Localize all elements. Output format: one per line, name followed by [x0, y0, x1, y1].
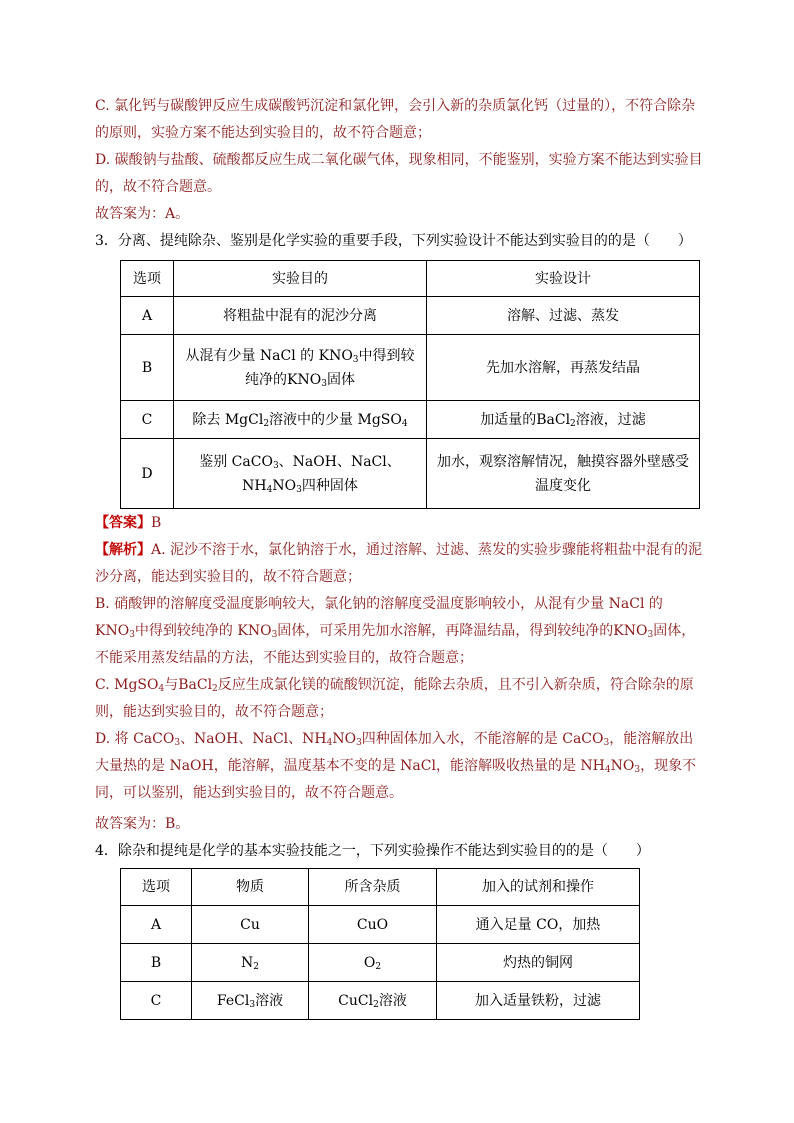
table-row — [121, 439, 700, 509]
header-cell: 选项 — [121, 869, 192, 906]
impurity-cell: CuCl$_2$溶液 — [309, 982, 437, 1020]
prev-analysis-d: D. 碳酸钠与盐酸、硫酸都反应生成二氧化碳气体，现象相同，不能鉴别，实验方案不能达到实验目的，故不符合题意。 — [95, 152, 703, 195]
substance-cell: FeCl$_3$溶液 — [192, 982, 309, 1020]
q3-analysis-d: D. 将 CaCO$_3$、NaOH、NaCl、$NH_4NO_3$四种固体加入水，不能溶解的是 CaCO$_3$，能溶解放出大量热的是 NaOH，能溶解，温度基本不变的是 NaCl，能溶解吸收热量的是 $NH_4NO_3$，现象不同，可以鉴别，能达到实验目的，故不符合题意。 — [95, 731, 697, 801]
table-header-row — [121, 261, 700, 297]
header-cell: 选项 — [121, 261, 174, 297]
impurity-cell: $O_2$ — [309, 944, 437, 982]
table-row — [121, 944, 640, 982]
option-cell: A — [121, 906, 192, 944]
q4-table — [120, 868, 640, 1020]
table-header-row — [121, 869, 640, 906]
table-row — [121, 982, 640, 1020]
option-cell: C — [121, 982, 192, 1020]
table-row — [121, 401, 700, 439]
header-cell: 所含杂质 — [309, 869, 437, 906]
design-cell: 溶解、过滤、蒸发 — [427, 297, 700, 335]
substance-cell: Cu — [192, 906, 309, 944]
operation-cell: 通入足量 CO，加热 — [437, 906, 640, 944]
header-cell: 实验目的 — [174, 261, 427, 297]
header-cell: 加入的试剂和操作 — [437, 869, 640, 906]
header-cell: 实验设计 — [427, 261, 700, 297]
operation-cell: 灼热的铜网 — [437, 944, 640, 982]
option-cell: A — [121, 297, 174, 335]
q3-answer: 【答案】B — [95, 515, 162, 531]
design-cell: 加适量的BaCl$_2$溶液，过滤 — [427, 401, 700, 439]
q3-analysis-a: 【解析】A. 泥沙不溶于水，氯化钠溶于水，通过溶解、过滤、蒸发的实验步骤能将粗盐中混有的泥沙分离，能达到实验目的，故不符合题意； — [95, 542, 703, 585]
table-row — [121, 297, 700, 335]
table-row — [121, 335, 700, 401]
q3-analysis-c: C. MgSO$_4$与BaCl$_2$反应生成氯化镁的硫酸钡沉淀，能除去杂质，且不引入新杂质，符合除杂的原则，能达到实验目的，故不符合题意； — [95, 677, 694, 720]
purpose-cell: 鉴别 CaCO$_3$、NaOH、NaCl、$NH_4NO_3$四种固体 — [174, 439, 427, 509]
impurity-cell: CuO — [309, 906, 437, 944]
table-row — [121, 906, 640, 944]
option-cell: B — [121, 944, 192, 982]
prev-conclusion: 故答案为：A。 — [95, 206, 190, 222]
q3-stem: 3．分离、提纯除杂、鉴别是化学实验的重要手段，下列实验设计不能达到实验目的的是（ ） — [95, 233, 692, 249]
q3-conclusion: 故答案为：B。 — [95, 816, 190, 832]
q4-stem: 4．除杂和提纯是化学的基本实验技能之一，下列实验操作不能达到实验目的的是（ ） — [95, 843, 650, 859]
option-cell: C — [121, 401, 174, 439]
design-cell: 先加水溶解，再蒸发结晶 — [427, 335, 700, 401]
design-cell: 加水，观察溶解情况，触摸容器外壁感受温度变化 — [427, 439, 700, 509]
header-cell: 物质 — [192, 869, 309, 906]
q3-table — [120, 260, 700, 509]
operation-cell: 加入适量铁粉，过滤 — [437, 982, 640, 1020]
option-cell: D — [121, 439, 174, 509]
purpose-cell: 将粗盐中混有的泥沙分离 — [174, 297, 427, 335]
substance-cell: $N_2$ — [192, 944, 309, 982]
q3-analysis-b: B. 硝酸钾的溶解度受温度影响较大，氯化钠的溶解度受温度影响较小，从混有少量 NaCl 的 $KNO_3$中得到较纯净的 $KNO_3$固体，可采用先加水溶解，再降温结晶，得到较纯净的$KNO_3$固体，不能采用蒸发结晶的方法，不能达到实验目的，故符合题意； — [95, 596, 696, 666]
prev-analysis-c: C. 氯化钙与碳酸钾反应生成碳酸钙沉淀和氯化钾，会引入新的杂质氯化钙（过量的），不符合除杂的原则，实验方案不能达到实验目的，故不符合题意； — [95, 98, 696, 141]
purpose-cell: 除去 MgCl$_2$溶液中的少量 MgSO$_4$ — [174, 401, 427, 439]
option-cell: B — [121, 335, 174, 401]
purpose-cell: 从混有少量 NaCl 的 $KNO_3$中得到较纯净的$KNO_3$固体 — [174, 335, 427, 401]
